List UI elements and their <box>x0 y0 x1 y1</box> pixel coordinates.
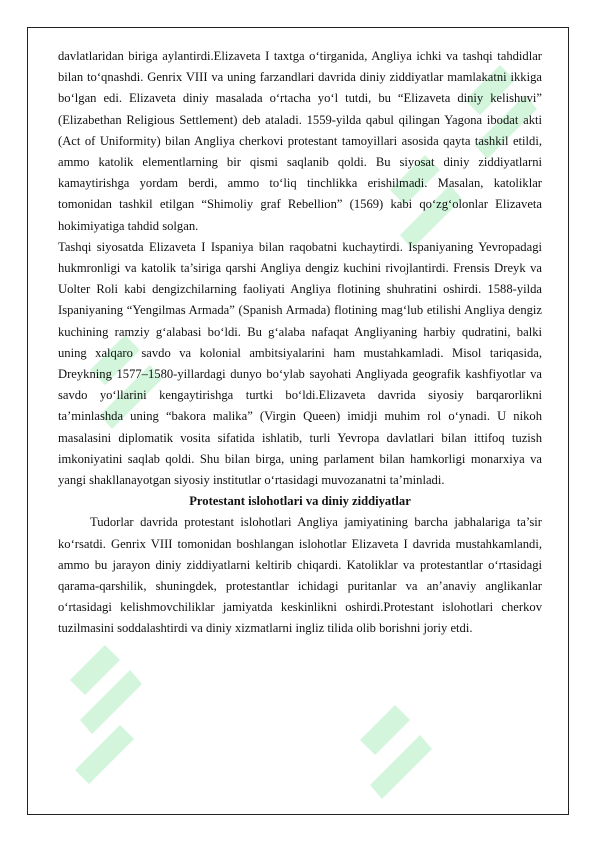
section-paragraph: Tudorlar davrida protestant islohotlari Angliya jamiyatining barcha jabhalariga ta’sir ko‘rsatdi. Genrix VIII tomonidan boshlangan islohotlar Elizaveta I davrida mustahkamlandi, ammo bu jarayon diniy ziddiyatlarni keltirib chiqardi. Katoliklar va protestantlar o‘rtasidagi qarama-qarshilik, shuningdek, protestantlar ichidagi puritanlar va an’anaviy anglikanlar o‘rtasidagi kelishmovchiliklar jamiyatda keskinlikni oshirdi.Protestant islohotlari cherkov tuzilmasini soddalashtirdi va diniy xizmatlarni ingliz tilida olib borishni joriy etdi. <box>58 515 542 636</box>
paragraph-2: Tashqi siyosatda Elizaveta I Ispaniya bilan raqobatni kuchaytirdi. Ispaniyaning Yevropadagi hukmronligi va katolik ta’siriga qarshi Angliya dengiz kuchini rivojlantirdi. Frensis Dreyk va Uolter Roli kabi dengizchilarning faoliyati Angliya flotining shuhratini oshirdi. 1588-yilda Ispaniyaning “Yengilmas Armada” (Spanish Armada) flotining mag‘lub etilishi Angliya dengiz kuchining ramziy g‘alabasi bo‘ldi. Bu g‘alaba nafaqat Angliyaning harbiy qudratini, balki uning xalqaro savdo va kolonial ambitsiyalarini ham mustahkamladi. Misol tariqasida, Dreykning 1577–1580-yillardagi dunyo bo‘ylab sayohati Angliyada geografik kashfiyotlar va savdo yo‘llarini kengaytirishga turtki bo‘ldi.Elizaveta davrida siyosiy barqarorlikni ta’minlashda uning “bakora malika” (Virgin Queen) imidji muhim rol o‘ynadi. U nikoh masalasini diplomatik vosita sifatida ishlatib, turli Yevropa davlatlari bilan ittifoq tuzish imkoniyatini saqlab qoldi. Shu bilan birga, uning parlament bilan hamkorligi monarxiya va yangi shakllanayotgan siyosiy institutlar o‘rtasidagi muvozanatni ta’minladi. <box>58 239 542 488</box>
paragraph-1: davlatlaridan biriga aylantirdi.Elizaveta I taxtga o‘tirganida, Angliya ichki va tashqi tahdidlar bilan to‘qnashdi. Genrix VIII va uning farzandlari davrida diniy ziddiyatlar mamlakatni ikkiga bo‘lgan edi. Elizaveta diniy masalada o‘rtacha yo‘l tutdi, bu “Elizaveta diniy kelishuvi” (Elizabethan Religious Settlement) deb ataladi. 1559-yilda qabul qilingan Yagona ibodat akti (Act of Uniformity) bilan Angliya cherkovi protestant tamoyillari asosida qayta tashkil etildi, ammo katolik elementlarning bir qismi saqlanib qoldi. Bu siyosat diniy ziddiyatlarni kamaytirishga yordam berdi, ammo to‘liq tinchlikka erishilmadi. Masalan, katoliklar tomonidan tashkil etilgan “Shimoliy graf Rebellion” (1569) kabi qo‘zg‘olonlar Elizaveta hokimiyatiga tahdid solgan. <box>58 49 542 233</box>
section-heading: Protestant islohotlari va diniy ziddiyatlar <box>189 494 411 509</box>
document-body <box>58 46 542 640</box>
